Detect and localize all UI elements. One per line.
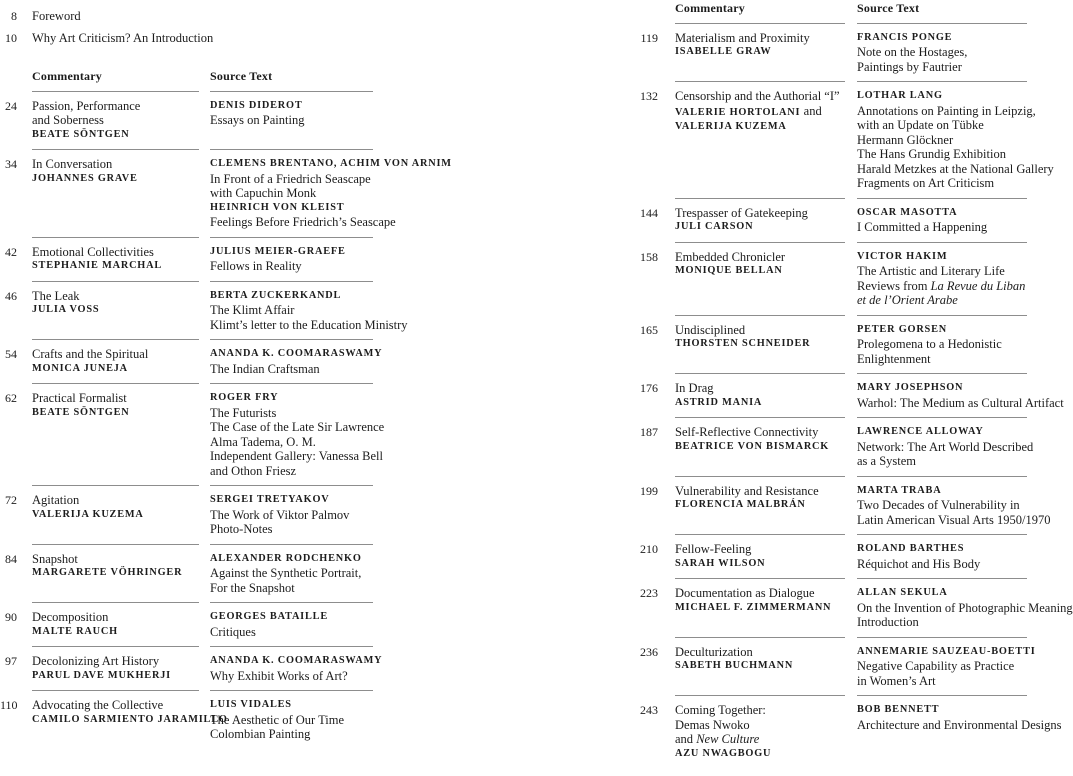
toc-entry — [0, 544, 600, 603]
commentary-author-line: MARGARETE VÖHRINGER — [32, 567, 183, 578]
source-title-line: I Committed a Happening — [857, 220, 988, 234]
commentary-author-line: PARUL DAVE MUKHERJI — [32, 669, 171, 681]
toc-entry — [0, 602, 600, 646]
entry-page-number: 46 — [5, 288, 17, 303]
toc-page-right — [630, 1, 1073, 768]
toc-entry — [630, 417, 1073, 476]
entry-source — [210, 237, 600, 281]
toc-entry — [630, 476, 1073, 535]
toc-entry — [0, 646, 600, 690]
source-title-line: On the Invention of Photographic Meaning — [857, 600, 1073, 615]
entry-commentary — [32, 339, 210, 383]
commentary-author-line: BEATRICE VON BISMARCK — [675, 440, 830, 452]
commentary-author-line: MONIQUE BELLAN — [675, 265, 783, 276]
separator-rule — [210, 485, 373, 486]
source-author-line: LAWRENCE ALLOWAY — [857, 426, 984, 437]
front-matter — [0, 9, 600, 45]
column-header-source: Source Text — [857, 1, 920, 15]
entry-commentary — [675, 695, 857, 768]
source-author-line: GEORGES BATAILLE — [210, 611, 328, 622]
separator-rule — [675, 198, 845, 199]
entry-commentary — [675, 534, 857, 578]
source-title-line: The Futurists — [210, 405, 277, 420]
entry-source — [857, 242, 1073, 315]
commentary-author-line: BEATE SÖNTGEN — [32, 406, 130, 418]
source-title-line: For the Snapshot — [210, 580, 295, 595]
separator-rule — [32, 237, 199, 238]
separator-rule — [675, 23, 845, 24]
source-title-line: Klimt’s letter to the Education Ministry — [210, 317, 408, 332]
entry-page-number: 119 — [640, 30, 658, 45]
commentary-title-line: The Leak — [32, 288, 80, 303]
entry-commentary — [32, 281, 210, 340]
toc-entry — [630, 198, 1073, 242]
source-author-line: ANNEMARIE SAUZEAU-BOETTI — [857, 645, 1036, 657]
separator-rule — [210, 237, 373, 238]
commentary-title-line: Vulnerability and Resistance — [675, 483, 819, 498]
commentary-title-line: and Soberness — [32, 113, 104, 127]
separator-rule — [32, 339, 199, 340]
entry-page-number: 165 — [640, 322, 658, 337]
entry-commentary — [675, 23, 857, 82]
header-commentary-cell — [675, 1, 857, 23]
commentary-author-line: FLORENCIA MALBRÁN — [675, 499, 806, 510]
entry-page-number: 90 — [5, 610, 17, 624]
source-title-line: Independent Gallery: Vanessa Bell — [210, 449, 383, 463]
source-title-line: and Othon Friesz — [210, 463, 297, 478]
separator-rule — [857, 578, 1027, 579]
entry-page-number: 97 — [5, 654, 17, 668]
entry-page-number: 62 — [5, 391, 17, 405]
commentary-author-line: VALERIJA KUZEMA — [32, 508, 144, 520]
commentary-author-line: JOHANNES GRAVE — [32, 172, 138, 184]
separator-rule — [32, 544, 199, 545]
commentary-author-line: BEATE SÖNTGEN — [32, 128, 130, 140]
separator-rule — [210, 383, 373, 384]
entry-commentary — [32, 646, 210, 690]
source-title-line: Annotations on Painting in Leipzig, — [857, 103, 1036, 118]
source-title-line: The Hans Grundig Exhibition — [857, 147, 1006, 161]
entry-source — [857, 695, 1073, 768]
commentary-title-line: In Drag — [675, 381, 714, 395]
entry-page-number: 187 — [640, 425, 658, 439]
toc-entry — [630, 695, 1073, 768]
column-header-commentary: Commentary — [675, 1, 745, 15]
entry-commentary — [675, 578, 857, 637]
commentary-author-line: STEPHANIE MARCHAL — [32, 260, 163, 271]
commentary-title-line: Emotional Collectivities — [32, 244, 154, 259]
source-title-line: Why Exhibit Works of Art? — [210, 668, 348, 683]
separator-rule — [32, 383, 199, 384]
header-source-cell — [857, 1, 1073, 23]
source-title-line: The Indian Craftsman — [210, 361, 320, 376]
entry-source — [210, 690, 600, 749]
entry-page-number: 236 — [640, 644, 658, 659]
source-title-line: Colombian Painting — [210, 727, 311, 741]
source-author-line: MARY JOSEPHSON — [857, 382, 964, 393]
toc-entry — [630, 81, 1073, 198]
column-headers-row — [630, 1, 1073, 23]
entry-source — [210, 149, 600, 237]
separator-rule — [857, 695, 1027, 696]
source-title-line: Photo-Notes — [210, 522, 273, 536]
commentary-author-line: MONICA JUNEJA — [32, 362, 128, 374]
commentary-author-line: AZU NWAGBOGU — [675, 747, 772, 759]
entry-source — [210, 602, 600, 646]
separator-rule — [857, 637, 1027, 638]
entry-page-number: 110 — [0, 698, 18, 712]
column-header-source: Source Text — [210, 69, 273, 83]
column-headers-row — [0, 69, 600, 91]
commentary-author-line: THORSTEN SCHNEIDER — [675, 338, 811, 349]
source-title-line: The Klimt Affair — [210, 303, 295, 317]
toc-entry — [0, 281, 600, 340]
separator-rule — [210, 281, 373, 282]
entry-page-number: 42 — [5, 244, 17, 259]
separator-rule — [210, 339, 373, 340]
source-author-line: LUIS VIDALES — [210, 699, 292, 710]
entry-commentary — [675, 476, 857, 535]
commentary-title-line: Decomposition — [32, 610, 109, 624]
column-header-commentary: Commentary — [32, 69, 102, 83]
entry-commentary — [32, 690, 228, 749]
entry-source — [210, 383, 600, 485]
separator-rule — [675, 315, 845, 316]
entry-source — [857, 315, 1073, 374]
commentary-title-line: Trespasser of Gatekeeping — [675, 205, 808, 220]
entry-commentary — [32, 485, 210, 544]
commentary-title-line: and New Culture — [675, 732, 760, 746]
entry-source — [857, 373, 1073, 417]
front-matter-page-number: 8 — [11, 9, 17, 23]
source-title-line: Fellows in Reality — [210, 259, 302, 273]
source-title-line: Prolegomena to a Hedonistic — [857, 337, 1002, 351]
source-title-line: In Front of a Friedrich Seascape — [210, 171, 371, 186]
separator-rule — [210, 646, 373, 647]
separator-rule — [32, 281, 199, 282]
commentary-title-line: Undisciplined — [675, 322, 746, 337]
commentary-author-line: MALTE RAUCH — [32, 625, 118, 637]
entry-commentary — [675, 417, 857, 476]
entry-commentary — [675, 637, 857, 696]
source-title-line: with Capuchin Monk — [210, 186, 317, 200]
commentary-author-line: ASTRID MANIA — [675, 396, 763, 408]
toc-entry — [0, 383, 600, 485]
toc-entry — [630, 534, 1073, 578]
entry-source — [857, 578, 1073, 637]
source-author-line: CLEMENS BRENTANO, ACHIM VON ARNIM — [210, 158, 452, 169]
source-title-line: Latin American Visual Arts 1950/1970 — [857, 512, 1051, 527]
commentary-title-line: Agitation — [32, 493, 80, 507]
toc-entry — [0, 690, 600, 749]
commentary-title-line: Censorship and the Authorial “I” — [675, 89, 840, 103]
commentary-title-line: Advocating the Collective — [32, 698, 164, 712]
separator-rule — [32, 91, 199, 92]
source-title-line: Alma Tadema, O. M. — [210, 434, 316, 449]
source-title-line: with an Update on Tübke — [857, 118, 984, 132]
toc-entry — [630, 637, 1073, 696]
separator-rule — [675, 242, 845, 243]
separator-rule — [675, 695, 845, 696]
commentary-author-line: SABETH BUCHMANN — [675, 660, 794, 671]
source-author-line: SERGEI TRETYAKOV — [210, 494, 330, 505]
entry-source — [857, 23, 1073, 82]
source-title-line: Introduction — [857, 615, 919, 629]
source-title-line: The Work of Viktor Palmov — [210, 507, 350, 522]
entries-right — [630, 23, 1073, 769]
source-author-line: ROGER FRY — [210, 392, 279, 403]
source-author-line: HEINRICH VON KLEIST — [210, 201, 345, 213]
entry-page-number: 144 — [640, 205, 658, 220]
source-author-line: JULIUS MEIER-GRAEFE — [210, 245, 346, 257]
separator-rule — [675, 637, 845, 638]
separator-rule — [857, 476, 1027, 477]
commentary-title-line: Materialism and Proximity — [675, 30, 810, 45]
commentary-title-line: Embedded Chronicler — [675, 249, 786, 264]
header-spacer — [630, 1, 675, 23]
commentary-title-line: In Conversation — [32, 157, 113, 171]
separator-rule — [32, 602, 199, 603]
source-author-line: OSCAR MASOTTA — [857, 206, 958, 218]
separator-rule — [210, 91, 373, 92]
entry-commentary — [32, 383, 210, 485]
commentary-title-line: Coming Together: — [675, 703, 766, 717]
front-matter-entry — [0, 9, 600, 24]
entry-page-number: 158 — [640, 249, 658, 264]
entry-commentary — [675, 373, 857, 417]
separator-rule — [32, 149, 199, 150]
separator-rule — [32, 690, 199, 691]
toc-entry — [630, 242, 1073, 315]
toc-entry — [0, 237, 600, 281]
front-matter-page-number: 10 — [5, 30, 17, 45]
toc-entry — [630, 315, 1073, 374]
entry-source — [210, 646, 600, 690]
entry-commentary — [675, 315, 857, 374]
source-author-line: MARTA TRABA — [857, 484, 942, 496]
source-author-line: FRANCIS PONGE — [857, 31, 953, 43]
source-author-line: DENIS DIDEROT — [210, 99, 303, 111]
entry-page-number: 24 — [5, 98, 17, 113]
source-title-line: Note on the Hostages, — [857, 45, 968, 59]
entry-commentary — [32, 602, 210, 646]
entry-page-number: 34 — [5, 157, 17, 171]
source-author-line: VICTOR HAKIM — [857, 250, 948, 262]
entry-page-number: 132 — [640, 89, 658, 103]
source-title-line: Reviews from La Revue du Liban — [857, 278, 1026, 293]
commentary-author-line: JULI CARSON — [675, 221, 754, 232]
source-title-line: in Women’s Art — [857, 673, 936, 688]
commentary-title-line: Documentation as Dialogue — [675, 586, 815, 600]
entry-source — [210, 544, 600, 603]
source-author-line: ANANDA K. COOMARASWAMY — [210, 348, 383, 359]
source-title-line: et de l’Orient Arabe — [857, 293, 958, 307]
separator-rule — [857, 315, 1027, 316]
entry-source — [857, 476, 1073, 535]
commentary-title-line: Fellow-Feeling — [675, 542, 752, 556]
entry-source — [857, 534, 1073, 578]
source-author-line: LOTHAR LANG — [857, 90, 943, 101]
source-title-line: Essays on Painting — [210, 113, 305, 127]
commentary-title-line: Deculturization — [675, 644, 753, 659]
front-matter-title: Why Art Criticism? An Introduction — [32, 30, 214, 45]
commentary-author-line: MICHAEL F. ZIMMERMANN — [675, 601, 832, 613]
source-title-line: Against the Synthetic Portrait, — [210, 566, 362, 580]
entry-commentary — [32, 237, 210, 281]
entry-source — [210, 339, 600, 383]
source-title-line: Fragments on Art Criticism — [857, 176, 995, 190]
toc-entry — [630, 23, 1073, 82]
entry-source — [857, 198, 1073, 242]
entry-source — [857, 81, 1073, 198]
entry-page-number: 176 — [640, 381, 658, 395]
source-title-line: Architecture and Environmental Designs — [857, 717, 1062, 732]
separator-rule — [675, 373, 845, 374]
commentary-author-line: JULIA VOSS — [32, 304, 100, 315]
separator-rule — [32, 646, 199, 647]
separator-rule — [675, 476, 845, 477]
separator-rule — [857, 23, 1027, 24]
source-title-line: Enlightenment — [857, 351, 931, 366]
entry-page-number: 223 — [640, 586, 658, 600]
separator-rule — [675, 417, 845, 418]
entry-page-number: 210 — [640, 542, 658, 556]
source-author-line: ROLAND BARTHES — [857, 543, 965, 554]
separator-rule — [675, 534, 845, 535]
commentary-author-line: SARAH WILSON — [675, 557, 766, 569]
source-title-line: The Aesthetic of Our Time — [210, 712, 345, 727]
source-title-line: Réquichot and His Body — [857, 556, 981, 571]
separator-rule — [675, 81, 845, 82]
toc-entry — [630, 373, 1073, 417]
source-title-line: The Artistic and Literary Life — [857, 264, 1005, 278]
entry-page-number: 84 — [5, 551, 17, 566]
toc-entry — [0, 91, 600, 150]
entry-page-number: 243 — [640, 703, 658, 717]
source-author-line: ANANDA K. COOMARASWAMY — [210, 655, 383, 666]
commentary-title-line: Passion, Performance — [32, 98, 141, 113]
entry-commentary — [675, 242, 857, 315]
entry-page-number: 72 — [5, 493, 17, 507]
separator-rule — [210, 602, 373, 603]
source-title-line: Network: The Art World Described — [857, 439, 1034, 454]
separator-rule — [857, 417, 1027, 418]
commentary-author-line: VALERIE HORTOLANI and — [675, 103, 822, 118]
source-title-line: as a System — [857, 454, 917, 468]
entry-source — [857, 637, 1073, 696]
header-spacer — [0, 69, 32, 91]
entry-source — [210, 281, 600, 340]
commentary-title-line: Self-Reflective Connectivity — [675, 425, 819, 439]
entry-commentary — [32, 544, 210, 603]
separator-rule — [210, 149, 373, 150]
front-matter-entry — [0, 31, 600, 46]
source-author-line: ALLAN SEKULA — [857, 587, 948, 598]
entry-page-number: 54 — [5, 347, 17, 361]
source-author-line: BERTA ZUCKERKANDL — [210, 289, 342, 301]
toc-entry — [630, 578, 1073, 637]
entry-commentary — [675, 198, 857, 242]
entry-commentary — [675, 81, 857, 198]
separator-rule — [857, 373, 1027, 374]
entry-source — [210, 485, 600, 544]
source-title-line: Warhol: The Medium as Cultural Artifact — [857, 395, 1064, 410]
toc-entry — [0, 149, 600, 237]
entry-commentary — [32, 91, 210, 150]
toc-page-left — [0, 9, 600, 749]
commentary-title-line: Snapshot — [32, 551, 78, 566]
source-author-line: ALEXANDER RODCHENKO — [210, 552, 362, 564]
entry-commentary — [32, 149, 210, 237]
commentary-author-line: ISABELLE GRAW — [675, 46, 772, 57]
toc-entry — [0, 339, 600, 383]
commentary-title-line: Crafts and the Spiritual — [32, 347, 149, 361]
source-author-line: BOB BENNETT — [857, 704, 940, 715]
separator-rule — [210, 690, 373, 691]
separator-rule — [857, 534, 1027, 535]
entries-left — [0, 91, 600, 749]
source-title-line: Two Decades of Vulnerability in — [857, 498, 1020, 512]
commentary-title-line: Demas Nwoko — [675, 717, 750, 732]
source-title-line: Paintings by Fautrier — [857, 59, 962, 74]
front-matter-title: Foreword — [32, 9, 81, 23]
source-title-line: Harald Metzkes at the National Gallery — [857, 161, 1054, 176]
commentary-author-line: CAMILO SARMIENTO JARAMILLO — [32, 713, 228, 725]
separator-rule — [32, 485, 199, 486]
source-title-line: Negative Capability as Practice — [857, 659, 1015, 673]
entry-source — [857, 417, 1073, 476]
header-source-cell — [210, 69, 600, 91]
separator-rule — [857, 198, 1027, 199]
toc-entry — [0, 485, 600, 544]
header-commentary-cell — [32, 69, 210, 91]
separator-rule — [857, 81, 1027, 82]
source-title-line: Feelings Before Friedrich’s Seascape — [210, 215, 396, 229]
separator-rule — [857, 242, 1027, 243]
commentary-title-line: Practical Formalist — [32, 391, 127, 405]
source-title-line: Hermann Glöckner — [857, 132, 954, 147]
separator-rule — [675, 578, 845, 579]
entry-source — [210, 91, 600, 150]
commentary-title-line: Decolonizing Art History — [32, 654, 160, 668]
source-title-line: Critiques — [210, 624, 256, 639]
source-title-line: The Case of the Late Sir Lawrence — [210, 420, 385, 434]
source-author-line: PETER GORSEN — [857, 323, 947, 335]
separator-rule — [210, 544, 373, 545]
entry-page-number: 199 — [640, 483, 658, 498]
commentary-author-line: VALERIJA KUZEMA — [675, 121, 787, 132]
